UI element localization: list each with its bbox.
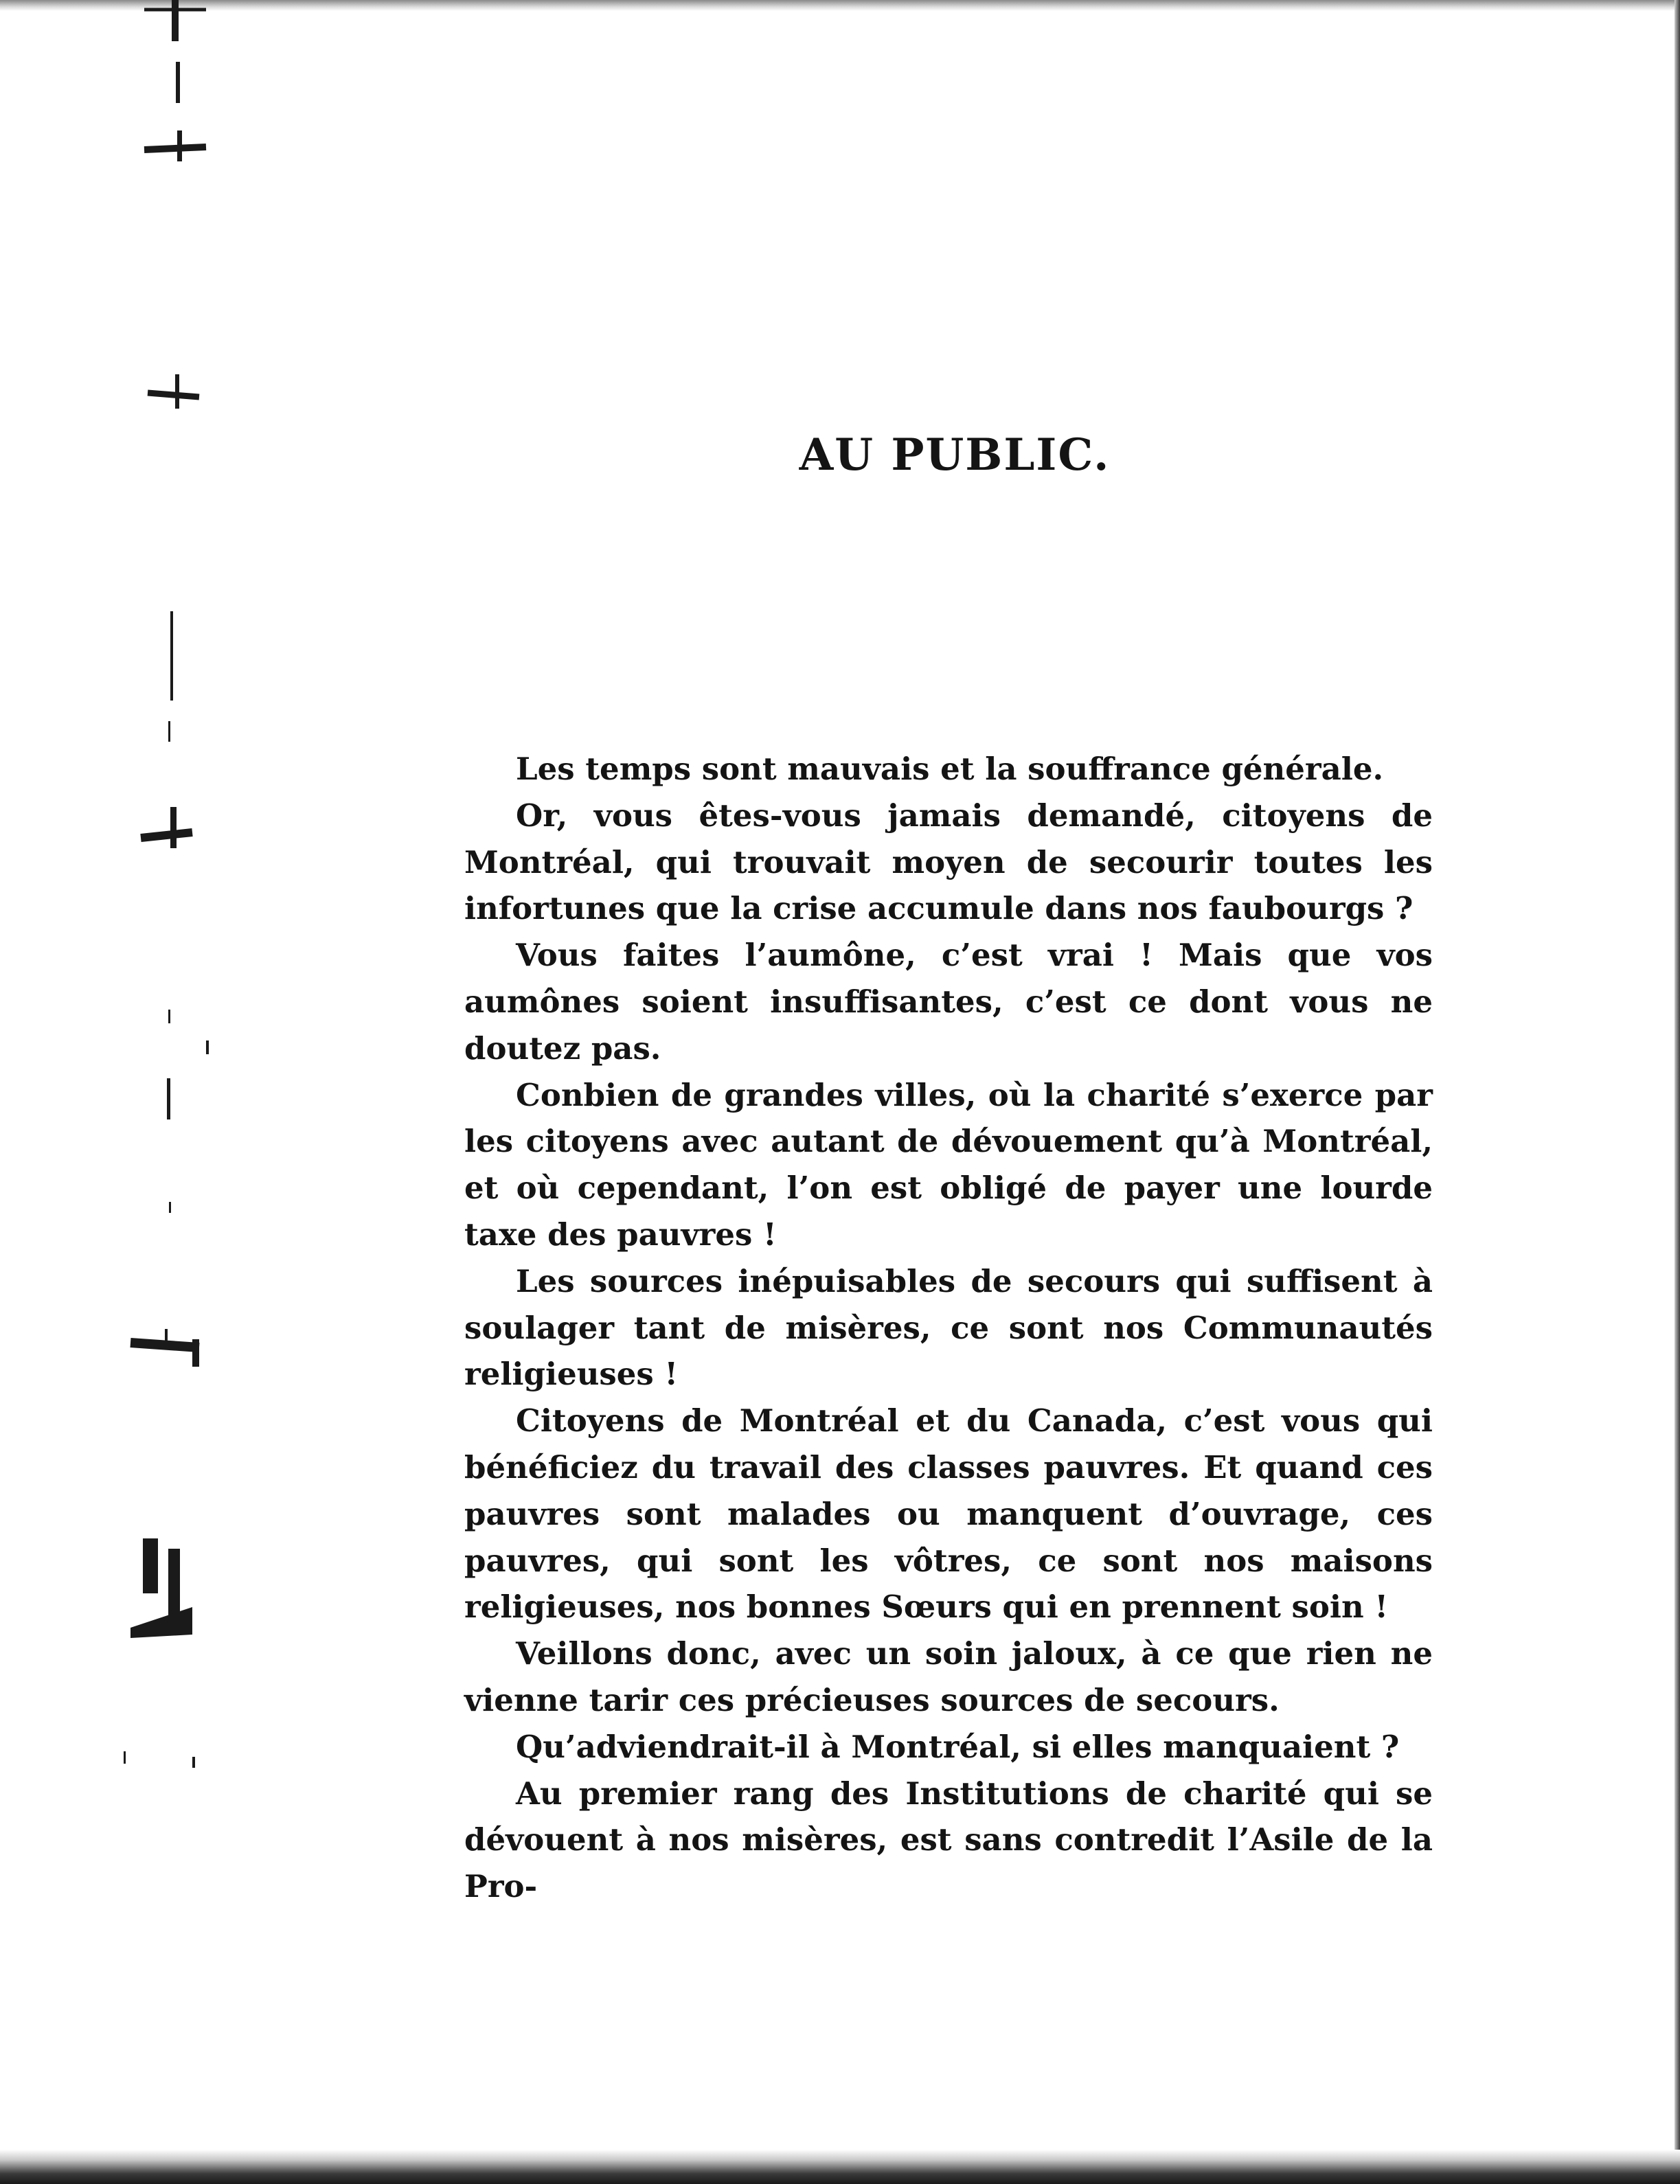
paragraph: Qu’adviendrait-il à Montréal, si elles manquaient ?	[516, 1728, 1400, 1765]
paragraph: Les sources inépuisables de secours qui suffisent à soulager tant de misères, ce sont nos Communautés religieuses !	[464, 1262, 1433, 1393]
paragraph: Les temps sont mauvais et la souffrance générale.	[516, 751, 1384, 787]
binding-marks	[103, 0, 240, 2184]
paragraph: Citoyens de Montréal et du Canada, c’est vous qui bénéficiez du travail des classes pauvres. Et quand ces pauvres sont malades ou manquent d’ouvrage, ces pauvres, qui sont les vôtres, ce sont nos maisons religieuses, nos bonnes Sœurs qui en prennent soin !	[464, 1402, 1433, 1626]
paragraph: Conbien de grandes villes, où la charité s’exerce par les citoyens avec autant de dévouement qu’à Montréal, et où cependant, l’on est obligé de payer une lourde taxe des pauvres !	[464, 1076, 1433, 1253]
body-text	[464, 746, 1433, 1910]
paragraph: Veillons donc, avec un soin jaloux, à ce que rien ne vienne tarir ces précieuses sources de secours.	[464, 1635, 1433, 1718]
scan-top-edge	[0, 0, 1680, 11]
scan-bottom-edge	[0, 2150, 1680, 2184]
paragraph: Or, vous êtes-vous jamais demandé, citoyens de Montréal, qui trouvait moyen de secourir toutes les infortunes que la crise accumule dans nos faubourgs ?	[464, 797, 1433, 927]
page-title: AU PUBLIC.	[799, 429, 1111, 481]
paragraph: Au premier rang des Institutions de charité qui se dévouent à nos misères, est sans contredit l’Asile de la Pro-	[464, 1775, 1433, 1905]
scan-right-edge	[1675, 0, 1680, 2184]
paragraph: Vous faites l’aumône, c’est vrai ! Mais que vos aumônes soient insuffisantes, c’est ce dont vous ne doutez pas.	[464, 937, 1433, 1067]
